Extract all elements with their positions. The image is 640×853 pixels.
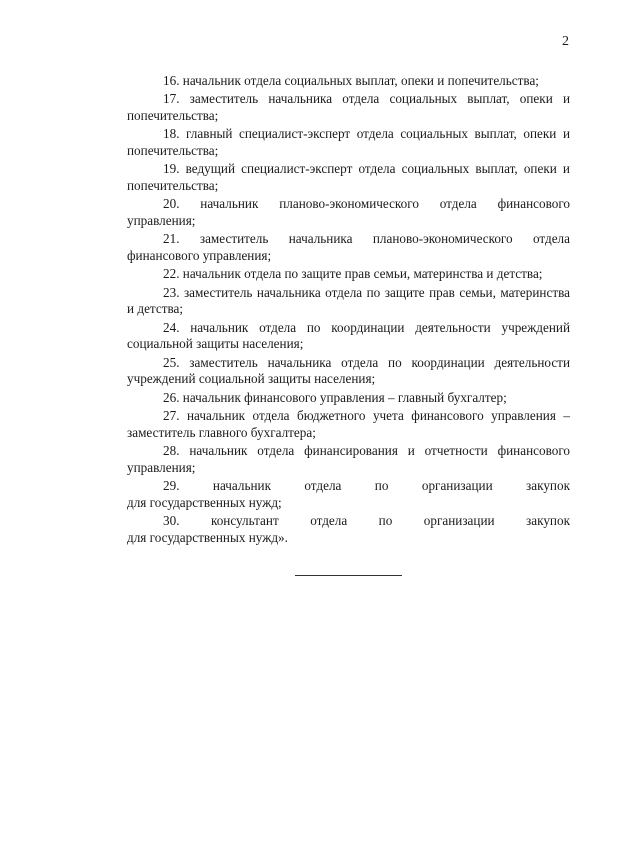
list-item-30-line2: для государственных нужд».	[127, 529, 288, 545]
list-item-23: 23. заместитель начальника отдела по защите прав семьи, материнства и детства;	[127, 284, 570, 317]
list-item-21: 21. заместитель начальника планово-экономического отдела финансового управления;	[127, 231, 570, 263]
list-item-30	[127, 513, 570, 546]
list-item-22: 22. начальник отдела по защите прав семьи, материнства и детства;	[163, 266, 543, 282]
list-item-19: 19. ведущий специалист-эксперт отдела социальных выплат, опеки и попечительства;	[127, 161, 570, 193]
position-list	[127, 73, 570, 548]
list-item-28: 28. начальник отдела финансирования и отчетности финансового управления;	[127, 442, 570, 475]
page-number: 2	[562, 34, 569, 49]
list-item-29-line2: для государственных нужд;	[127, 494, 282, 510]
list-item-29-line1: 29. начальник отдела по организации закупок	[163, 477, 570, 493]
closing-divider-line	[295, 575, 402, 576]
list-item-26: 26. начальник финансового управления – главный бухгалтер;	[163, 389, 507, 405]
list-item-27: 27. начальник отдела бюджетного учета финансового управления – заместитель главного бухгалтера;	[127, 407, 570, 440]
list-item-17: 17. заместитель начальника отдела социальных выплат, опеки и попечительства;	[127, 91, 570, 123]
list-item-25: 25. заместитель начальника отдела по координации деятельности учреждений социальной защиты населения;	[127, 354, 570, 387]
list-item-18: 18. главный специалист-эксперт отдела социальных выплат, опеки и попечительства;	[127, 126, 570, 158]
list-item-20: 20. начальник планово-экономического отдела финансового управления;	[127, 196, 570, 228]
list-item-24: 24. начальник отдела по координации деятельности учреждений социальной защиты населения;	[127, 319, 570, 352]
list-item-29	[127, 478, 570, 511]
list-item-30-line1: 30. консультант отдела по организации закупок	[163, 512, 570, 528]
list-item-16: 16. начальник отдела социальных выплат, опеки и попечительства;	[163, 73, 539, 88]
